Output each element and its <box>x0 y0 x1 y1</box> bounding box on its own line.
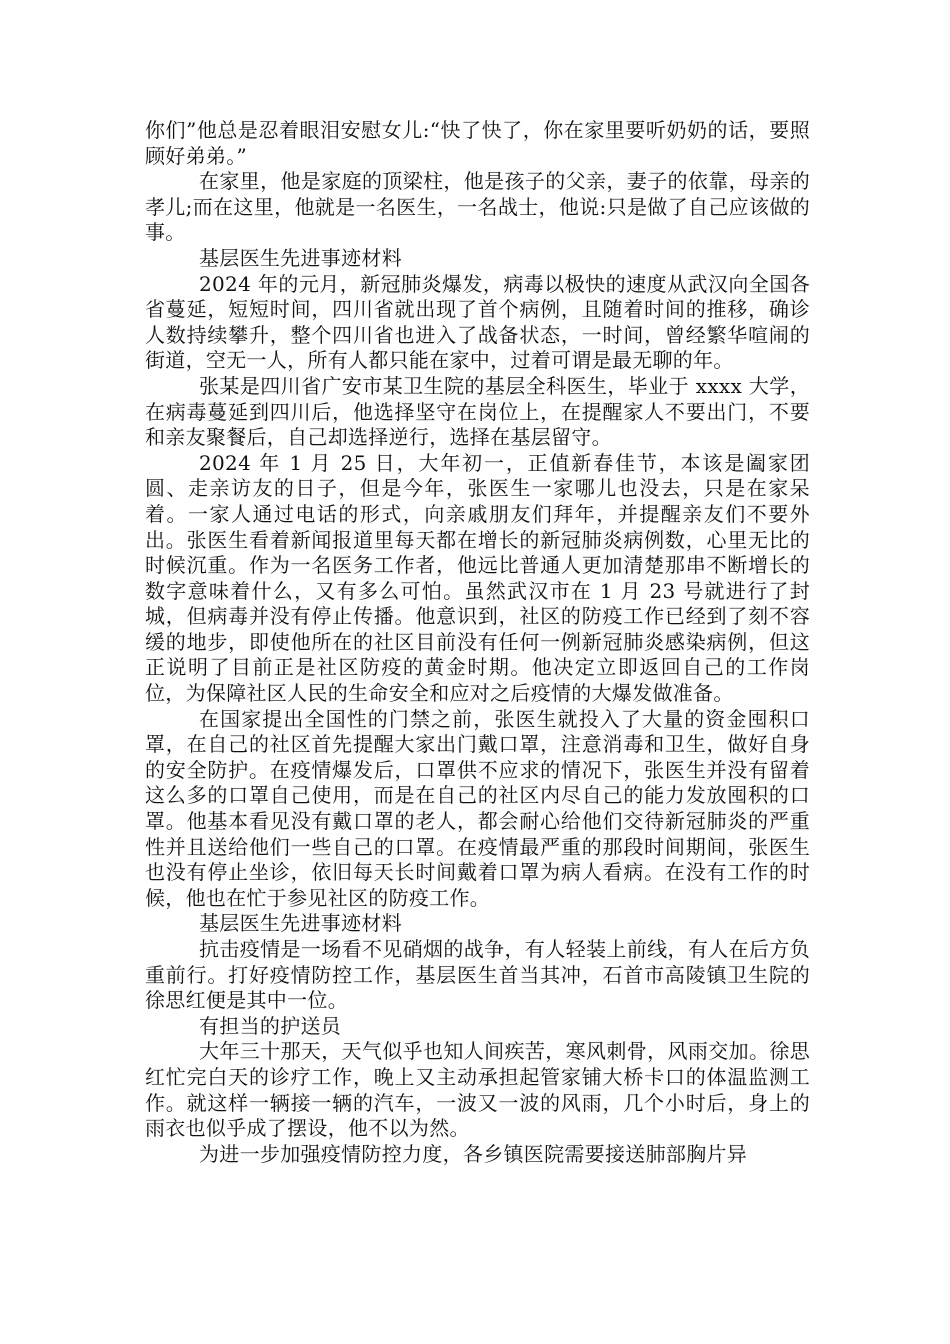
paragraph: 为进一步加强疫情防控力度，各乡镇医院需要接送肺部胸片异 <box>199 1141 748 1166</box>
section-heading: 基层医生先进事迹材料 <box>199 245 402 270</box>
subheading: 有担当的护送员 <box>199 1013 342 1038</box>
paragraph: 在家里，他是家庭的顶梁柱，他是孩子的父亲，妻子的依靠，母亲的孝儿;而在这里，他就是一名医生，一名战士，他说:只是做了自己应该做的事。 <box>145 169 810 245</box>
section-heading: 基层医生先进事迹材料 <box>199 911 402 936</box>
paragraph: 大年三十那天，天气似乎也知人间疾苦，寒风刺骨，风雨交加。徐思红忙完白天的诊疗工作，晚上又主动承担起管家铺大桥卡口的体温监测工作。就这样一辆接一辆的汽车，一波又一波的风雨，几个小时后，身上的雨衣也似乎成了摆设，他不以为然。 <box>145 1039 810 1141</box>
document-page <box>145 118 810 1167</box>
paragraph: 你们”他总是忍着眼泪安慰女儿:“快了快了，你在家里要听奶奶的话，要照顾好弟弟。” <box>145 118 810 168</box>
paragraph: 2024 年的元月，新冠肺炎爆发，病毒以极快的速度从武汉向全国各省蔓延，短短时间，四川省就出现了首个病例，且随着时间的推移，确诊人数持续攀升，整个四川省也进入了战备状态，一时间，曾经繁华喧闹的街道，空无一人，所有人都只能在家中，过着可谓是最无聊的年。 <box>145 271 810 373</box>
paragraph: 抗击疫情是一场看不见硝烟的战争，有人轻装上前线，有人在后方负重前行。打好疫情防控工作，基层医生首当其冲，石首市高陵镇卫生院的徐思红便是其中一位。 <box>145 937 810 1013</box>
paragraph: 张某是四川省广安市某卫生院的基层全科医生，毕业于 xxxx 大学，在病毒蔓延到四川后，他选择坚守在岗位上，在提醒家人不要出门，不要和亲友聚餐后，自己却选择逆行，选择在基层留守。 <box>145 373 810 450</box>
paragraph: 2024 年 1 月 25 日，大年初一，正值新春佳节，本该是阖家团圆、走亲访友的日子，但是今年，张医生一家哪儿也没去，只是在家呆着。一家人通过电话的形式，向亲戚朋友们拜年，并提醒亲友们不要外出。张医生看着新闻报道里每天都在增长的新冠肺炎病例数，心里无比的时候沉重。作为一名医务工作者，他远比普通人更加清楚那串不断增长的数字意味着什么，又有多么可怕。虽然武汉市在 1 月 23 号就进行了封城，但病毒并没有停止传播。他意识到，社区的防疫工作已经到了刻不容缓的地步，即使他所在的社区目前没有任何一例新冠肺炎感染病例，但这正说明了目前正是社区防疫的黄金时期。他决定立即返回自己的工作岗位，为保障社区人民的生命安全和应对之后疫情的大爆发做准备。 <box>145 450 810 706</box>
paragraph: 在国家提出全国性的门禁之前，张医生就投入了大量的资金囤积口罩，在自己的社区首先提醒大家出门戴口罩，注意消毒和卫生，做好自身的安全防护。在疫情爆发后，口罩供不应求的情况下，张医生并没有留着这么多的口罩自己使用，而是在自己的社区内尽自己的能力发放囤积的口罩。他基本看见没有戴口罩的老人，都会耐心给他们交待新冠肺炎的严重性并且送给他们一些自己的口罩。在疫情最严重的那段时间期间，张医生也没有停止坐诊，依旧每天长时间戴着口罩为病人看病。在没有工作的时候，他也在忙于参见社区的防疫工作。 <box>145 706 810 910</box>
